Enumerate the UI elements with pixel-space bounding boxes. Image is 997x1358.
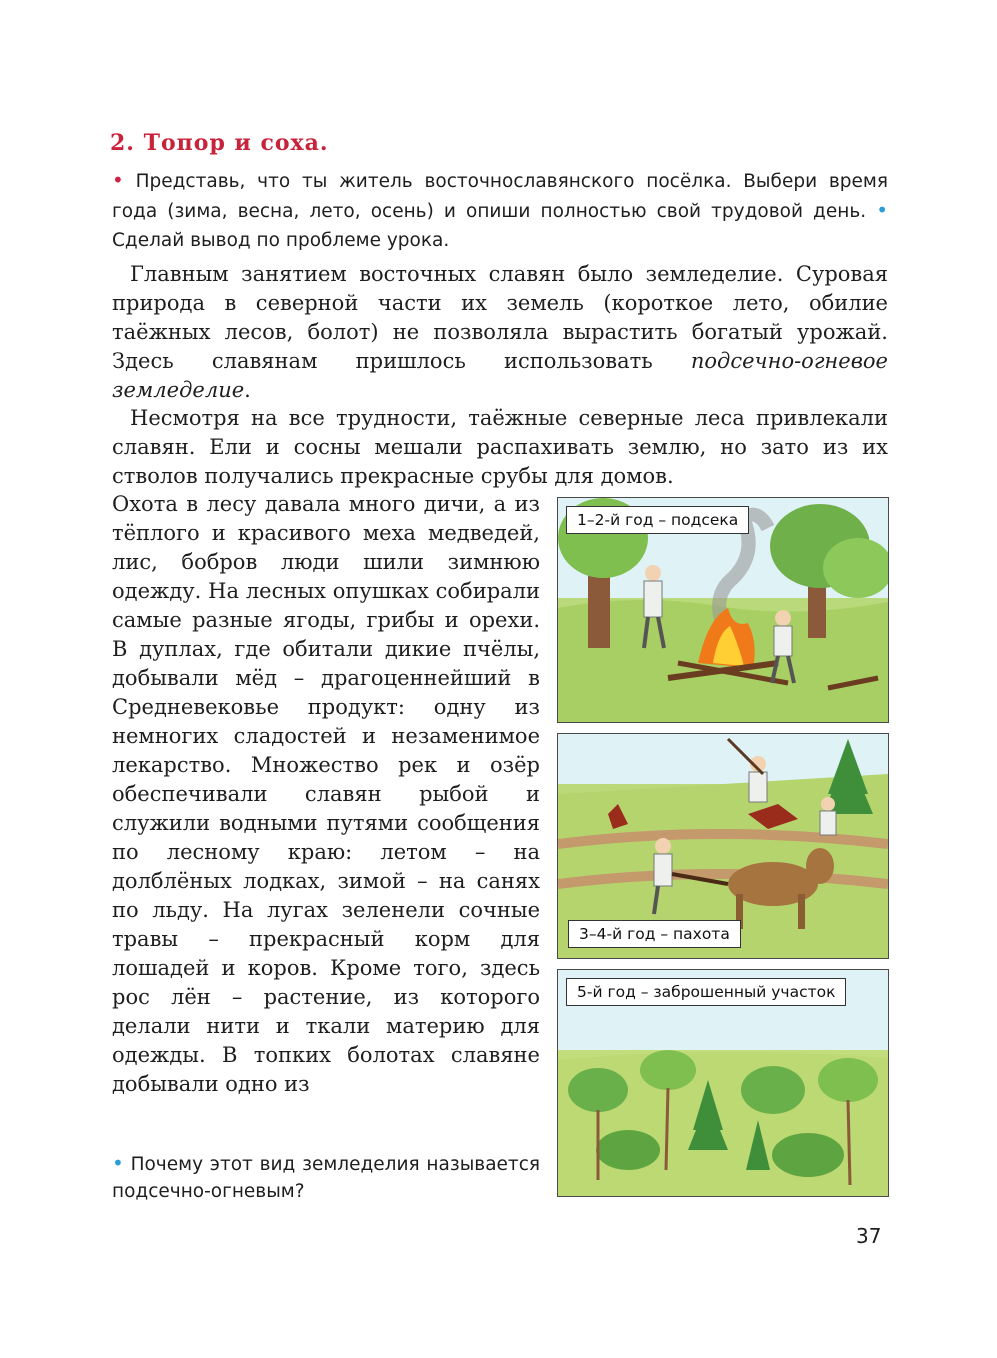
task-block <box>112 166 888 255</box>
task-bullet-blue: • <box>876 198 888 222</box>
question-block <box>112 1150 540 1205</box>
paragraph-1-term: подсечно-огневое земледелие <box>112 349 888 402</box>
page-number: 37 <box>856 1224 882 1248</box>
panel-3-caption: 5-й год – заброшенный участок <box>566 978 846 1006</box>
illustration-panel-2 <box>557 733 889 959</box>
question-text: Почему этот вид земледелия называется подсечно-огневым? <box>112 1154 540 1202</box>
paragraph-2: Несмотря на все трудности, таёжные северные леса привлекали славян. Ели и сосны мешали распахивать землю, но зато из их стволов получались прекрасные срубы для домов. <box>112 406 888 488</box>
paragraph-3: Охота в лесу давала много дичи, а из тёплого и красивого меха медведей, лис, бобров люди шили зимнюю одежду. На лесных опушках собирали самые разные ягоды, грибы и орехи. В дуплах, где обитали дикие пчёлы, добывали мёд – драгоценнейший в Средневековье продукт: одну из немногих сладостей и незаменимое лекарство. Множество рек и озёр обеспечивали славян рыбой и служили водными путями сообщения по лесному краю: летом – на долблёных лодках, зимой – на санях по льду. На лугах зеленели сочные травы – прекрасный корм для лошадей и коров. Кроме того, здесь рос лён – растение, из которого делали нити и ткали материю для одежды. В топких болотах славяне добывали одно из <box>112 492 540 1096</box>
illustration-panel-1 <box>557 497 889 723</box>
illustration-panel-3 <box>557 969 889 1197</box>
question-bullet: • <box>112 1151 124 1175</box>
panel-2-caption: 3–4-й год – пахота <box>568 920 741 948</box>
task-text-1: Представь, что ты житель восточнославянского посёлка. Выбери время года (зима, весна, лето, осень) и опиши полностью свой трудовой день. <box>112 171 888 222</box>
section-heading: 2. Топор и соха. <box>110 130 329 156</box>
paragraph-1-end: . <box>244 378 251 402</box>
paragraph-1-main: Главным занятием восточных славян было земледелие. Суровая природа в северной части их земель (короткое лето, обилие таёжных лесов, болот) не позволяла вырастить богатый урожай. Здесь славянам пришлось использовать <box>112 262 888 373</box>
paragraph-1 <box>112 260 888 405</box>
panel-1-caption: 1–2-й год – подсека <box>566 506 749 534</box>
task-bullet-red: • <box>112 168 124 192</box>
task-text-2: Сделай вывод по проблеме урока. <box>112 230 450 251</box>
